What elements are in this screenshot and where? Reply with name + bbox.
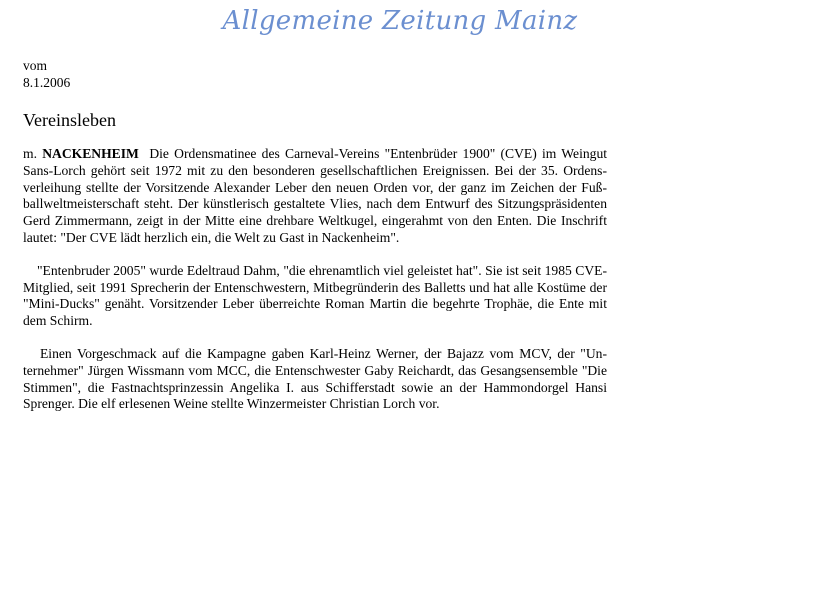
publication-date-block [23, 57, 70, 91]
article-paragraph-1 [23, 146, 607, 247]
dateline-location: NACKENHEIM [42, 146, 139, 161]
dateline-prefix: m. [23, 146, 43, 161]
newspaper-masthead: Allgemeine Zeitung Mainz [222, 6, 578, 36]
date-value: 8.1.2006 [23, 75, 71, 90]
article-paragraph-3: Einen Vorgeschmack auf die Kampagne gaben Karl-Heinz Werner, der Bajazz vom MCV, der "Unternehmer" Jürgen Wissmann vom MCC, die Entenschwester Gaby Reichardt, das Gesangsensemble "Die Stimmen", die Fastnachtsprinzessin Angelika I. aus Schifferstadt sowie an der Hammondorgel Hansi Sprenger. Die elf erlesenen Weine stellte Winzermeister Christian Lorch vor. [23, 345, 607, 412]
paragraph-1-text: Die Ordensmatinee des Carneval-Vereins "Entenbrüder 1900" (CVE) im Weingut Sans-Lorch gehört seit 1972 mit zu den besonderen gesellschaftlichen Ereignissen. Bei der 35. Ordensverleihung stellte der Vorsitzende Alexander Leber den neuen Orden vor, der ganz im Zeichen der Fußballweltmeisterschaft steht. Der künstlerisch gestaltete Vlies, nach dem Entwurf des Sitzungspräsidenten Gerd Zimmermann, zeigt in der Mitte eine drehbare Weltkugel, eingerahmt von den Enten. Die Inschrift lautet: "Der CVE lädt herzlich ein, die Welt zu Gast in Nackenheim". [23, 146, 608, 245]
article-paragraph-2: "Entenbruder 2005" wurde Edeltraud Dahm, "die ehrenamtlich viel geleistet hat". Sie ist seit 1985 CVE-Mitglied, seit 1991 Sprecherin der Entenschwestern, Mitbegründerin des Balletts und hat alle Kostüme der "Mini-Ducks" genäht. Vorsitzender Leber überreichte Roman Martin die begehrte Trophäe, die Ente mit dem Schirm. [23, 262, 607, 329]
date-label: vom [23, 58, 48, 73]
section-heading: Vereinsleben [23, 110, 116, 130]
article-body [23, 146, 607, 429]
